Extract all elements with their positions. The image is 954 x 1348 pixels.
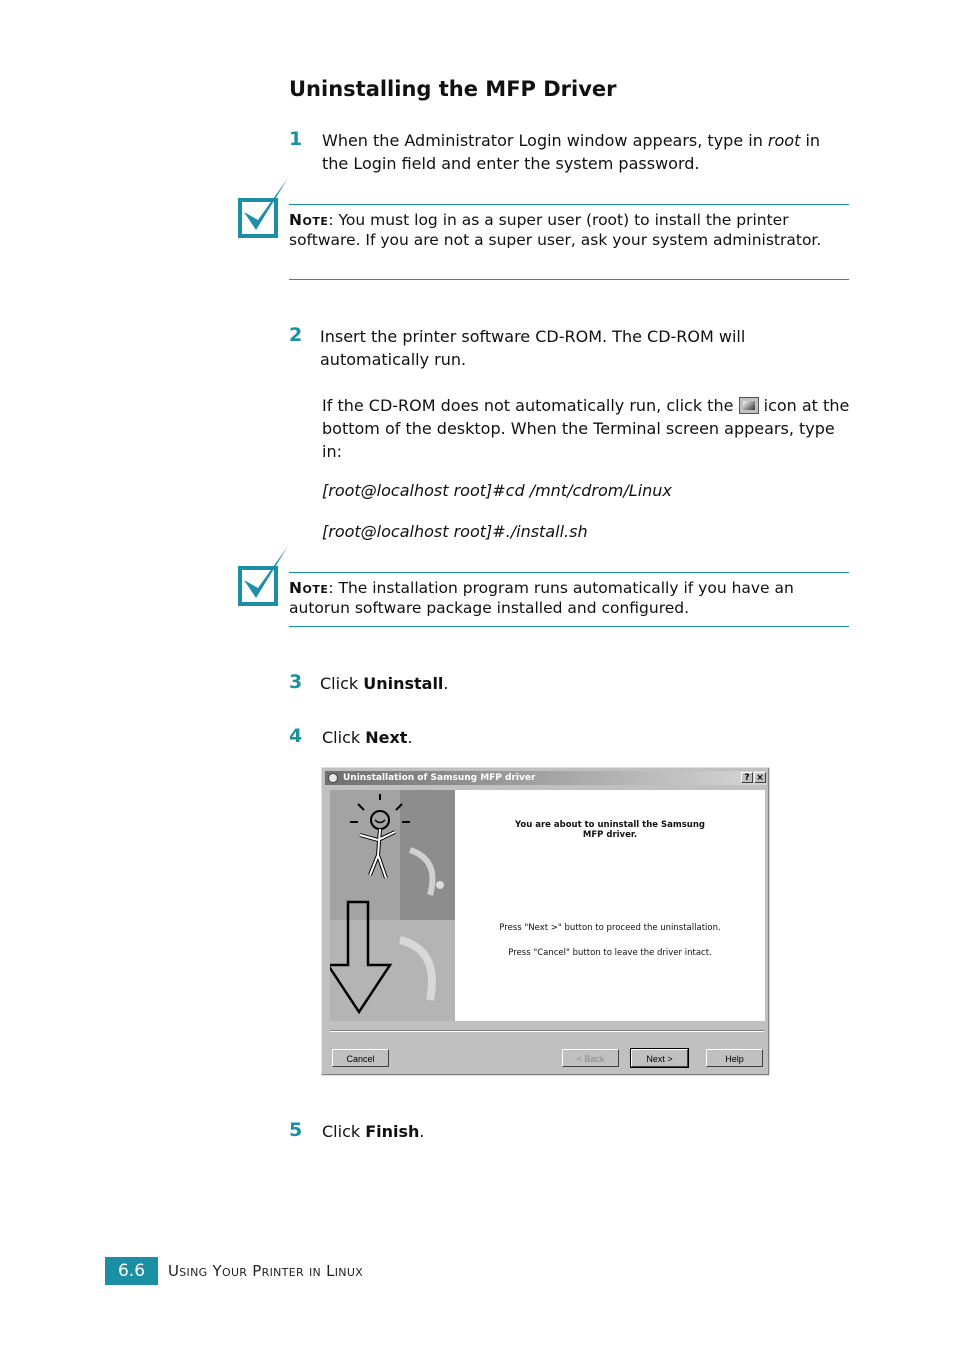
step-1-text: When the Administrator Login window appears, type in root in the Login field and enter the system password. xyxy=(322,131,821,173)
dialog-titlebar xyxy=(325,771,766,785)
step-3-text: Click Uninstall. xyxy=(320,674,449,693)
note-rule-bottom xyxy=(289,626,849,627)
note-rule-top xyxy=(289,204,849,205)
dialog-message: You are about to uninstall the Samsung MFP driver. xyxy=(515,820,705,840)
cancel-button[interactable]: Cancel xyxy=(332,1049,389,1067)
step-5-text: Click Finish. xyxy=(322,1122,425,1141)
command-install: [root@localhost root]#./install.sh xyxy=(322,522,588,541)
step-5-number: 5 xyxy=(289,1119,303,1141)
step-3-number: 3 xyxy=(289,671,303,693)
step-4-number: 4 xyxy=(289,725,303,747)
wizard-illustration xyxy=(330,790,455,1021)
note-rule-top xyxy=(289,572,849,573)
back-button[interactable]: < Back xyxy=(562,1049,619,1067)
command-cd: [root@localhost root]#cd /mnt/cdrom/Linux xyxy=(322,481,672,500)
step-2-text: Insert the printer software CD-ROM. The CD-ROM will automatically run. xyxy=(320,327,746,369)
page-title: Uninstalling the MFP Driver xyxy=(289,77,617,101)
app-icon xyxy=(328,773,338,783)
footer-section-title: Using Your Printer in Linux xyxy=(168,1262,364,1280)
checkmark-note-icon xyxy=(236,544,292,608)
dialog-next-hint: Press "Next >" button to proceed the uninstallation. xyxy=(499,923,721,933)
step-4-text: Click Next. xyxy=(322,728,413,747)
wizard-content-panel xyxy=(455,790,765,1021)
step-2-subtext: If the CD-ROM does not automatically run, click the icon at the bottom of the desktop. When the Terminal screen appears, type in: xyxy=(322,396,850,461)
step-1-number: 1 xyxy=(289,128,303,150)
dialog-title: Uninstallation of Samsung MFP driver xyxy=(343,773,536,783)
help-title-button[interactable]: ? xyxy=(741,772,753,783)
page-number: 6.6 xyxy=(105,1257,158,1285)
note-1: Note: You must log in as a super user (root) to install the printer software. If you are not a super user, ask your system administrator. xyxy=(289,211,822,249)
note-2: Note: The installation program runs automatically if you have an autorun software package installed and configured. xyxy=(289,579,794,617)
next-button[interactable]: Next > xyxy=(631,1049,688,1067)
uninstall-dialog xyxy=(321,767,770,1076)
note-rule-bottom xyxy=(289,279,849,280)
help-button[interactable]: Help xyxy=(706,1049,763,1067)
close-button[interactable]: × xyxy=(754,772,766,783)
dialog-cancel-hint: Press "Cancel" button to leave the driver intact. xyxy=(508,948,712,958)
checkmark-note-icon xyxy=(236,176,292,240)
terminal-icon[interactable] xyxy=(739,397,759,414)
step-2-number: 2 xyxy=(289,324,303,346)
dialog-separator xyxy=(330,1030,764,1032)
